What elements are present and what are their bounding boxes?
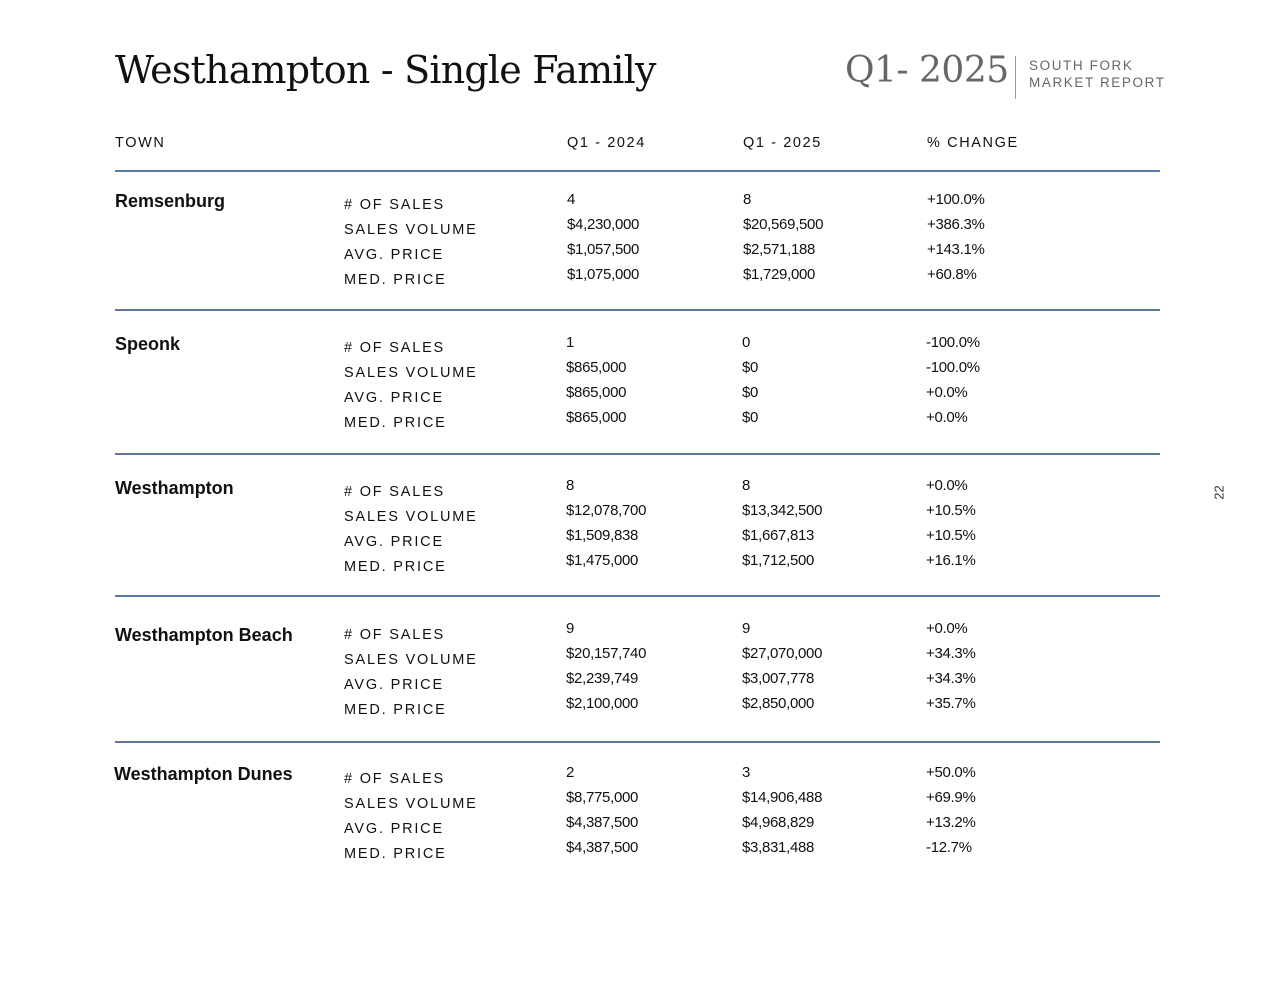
q1-2024-values (566, 330, 626, 430)
change-cell: -12.7% (926, 839, 972, 856)
value-cell: $4,230,000 (567, 216, 640, 233)
value-cell: $1,075,000 (567, 266, 640, 283)
report-name-line2: MARKET REPORT (1029, 75, 1166, 90)
value-cell: $2,239,749 (566, 670, 639, 687)
value-cell: $865,000 (566, 359, 627, 376)
q1-2025-values (742, 473, 822, 573)
metric-label: # OF SALES (344, 340, 446, 356)
q1-2024-values (566, 760, 638, 860)
change-cell: +69.9% (926, 789, 976, 806)
metric-label: AVG. PRICE (344, 677, 444, 693)
change-cell: +386.3% (927, 216, 985, 233)
value-cell: 8 (742, 477, 751, 494)
report-period: Q1- 2025 (845, 50, 1009, 91)
change-cell: +10.5% (926, 527, 976, 544)
q1-2025-values (742, 760, 822, 860)
town-name: Westhampton (115, 478, 234, 498)
change-cell: +34.3% (926, 670, 976, 687)
report-name (1029, 57, 1166, 91)
change-cell: +0.0% (926, 620, 968, 637)
value-cell: 9 (742, 620, 751, 637)
column-header-town: TOWN (115, 135, 166, 151)
metric-label: MED. PRICE (344, 415, 447, 431)
value-cell: $4,387,500 (566, 839, 639, 856)
town-name: Westhampton Dunes (114, 764, 293, 784)
value-cell: $27,070,000 (742, 645, 823, 662)
change-values (926, 330, 980, 430)
value-cell: $3,007,778 (742, 670, 815, 687)
value-cell: 8 (743, 191, 752, 208)
value-cell: $2,850,000 (742, 695, 815, 712)
metric-label: SALES VOLUME (344, 222, 478, 238)
metric-label: SALES VOLUME (344, 509, 478, 525)
metric-label: MED. PRICE (344, 559, 447, 575)
metric-label: MED. PRICE (344, 272, 447, 288)
value-cell: $14,906,488 (742, 789, 823, 806)
value-cell: $0 (742, 409, 759, 426)
change-values (926, 760, 976, 860)
table-rule (115, 170, 1160, 172)
town-name: Remsenburg (115, 191, 226, 211)
metric-label: # OF SALES (344, 484, 446, 500)
column-header-change: % CHANGE (927, 135, 1019, 151)
value-cell: $1,057,500 (567, 241, 640, 258)
change-cell: +0.0% (926, 409, 968, 426)
value-cell: $865,000 (566, 409, 627, 426)
metric-label: MED. PRICE (344, 702, 447, 718)
value-cell: $8,775,000 (566, 789, 639, 806)
change-cell: +16.1% (926, 552, 976, 569)
value-cell: $2,100,000 (566, 695, 639, 712)
q1-2025-values (742, 330, 758, 430)
value-cell: 1 (566, 334, 575, 351)
value-cell: 4 (567, 191, 576, 208)
metric-label: MED. PRICE (344, 846, 447, 862)
change-cell: +143.1% (927, 241, 985, 258)
value-cell: $20,569,500 (743, 216, 824, 233)
metric-label: # OF SALES (344, 771, 446, 787)
change-cell: +50.0% (926, 764, 976, 781)
value-cell: $20,157,740 (566, 645, 647, 662)
value-cell: $1,729,000 (743, 266, 816, 283)
change-cell: +0.0% (926, 477, 968, 494)
page-number: 22 (1211, 485, 1227, 500)
value-cell: $865,000 (566, 384, 627, 401)
table-rule (115, 453, 1160, 455)
change-cell: +0.0% (926, 384, 968, 401)
town-name: Westhampton Beach (115, 625, 293, 645)
value-cell: $1,712,500 (742, 552, 815, 569)
change-values (926, 616, 976, 716)
value-cell: $0 (742, 384, 759, 401)
q1-2024-values (567, 187, 639, 287)
change-cell: +10.5% (926, 502, 976, 519)
metric-labels (344, 336, 478, 436)
report-name-line1: SOUTH FORK (1029, 58, 1134, 73)
value-cell: $1,475,000 (566, 552, 639, 569)
metric-label: AVG. PRICE (344, 534, 444, 550)
metric-labels (344, 623, 478, 723)
value-cell: $1,509,838 (566, 527, 639, 544)
value-cell: $13,342,500 (742, 502, 823, 519)
q1-2024-values (566, 473, 646, 573)
metric-label: # OF SALES (344, 197, 446, 213)
table-rule (115, 309, 1160, 311)
metric-labels (344, 193, 478, 293)
value-cell: $3,831,488 (742, 839, 815, 856)
value-cell: 8 (566, 477, 575, 494)
metric-labels (344, 767, 478, 867)
page-title: Westhampton - Single Family (115, 48, 656, 92)
value-cell: $1,667,813 (742, 527, 815, 544)
value-cell: $4,968,829 (742, 814, 815, 831)
column-header-q1-2025: Q1 - 2025 (743, 135, 822, 151)
change-cell: +60.8% (927, 266, 977, 283)
value-cell: 0 (742, 334, 751, 351)
change-cell: -100.0% (926, 359, 980, 376)
q1-2024-values (566, 616, 646, 716)
metric-label: AVG. PRICE (344, 821, 444, 837)
metric-labels (344, 480, 478, 580)
header-divider (1015, 56, 1016, 99)
column-header-q1-2024: Q1 - 2024 (567, 135, 646, 151)
q1-2025-values (742, 616, 822, 716)
value-cell: $0 (742, 359, 759, 376)
table-rule (115, 595, 1160, 597)
metric-label: SALES VOLUME (344, 652, 478, 668)
metric-label: SALES VOLUME (344, 796, 478, 812)
metric-label: AVG. PRICE (344, 247, 444, 263)
value-cell: 2 (566, 764, 575, 781)
change-cell: +100.0% (927, 191, 985, 208)
change-values (927, 187, 985, 287)
q1-2025-values (743, 187, 823, 287)
value-cell: $12,078,700 (566, 502, 647, 519)
value-cell: $2,571,188 (743, 241, 816, 258)
change-cell: -100.0% (926, 334, 980, 351)
change-values (926, 473, 976, 573)
town-name: Speonk (115, 334, 181, 354)
metric-label: SALES VOLUME (344, 365, 478, 381)
metric-label: AVG. PRICE (344, 390, 444, 406)
value-cell: $4,387,500 (566, 814, 639, 831)
change-cell: +13.2% (926, 814, 976, 831)
value-cell: 9 (566, 620, 575, 637)
change-cell: +35.7% (926, 695, 976, 712)
value-cell: 3 (742, 764, 751, 781)
table-rule (115, 741, 1160, 743)
change-cell: +34.3% (926, 645, 976, 662)
metric-label: # OF SALES (344, 627, 446, 643)
